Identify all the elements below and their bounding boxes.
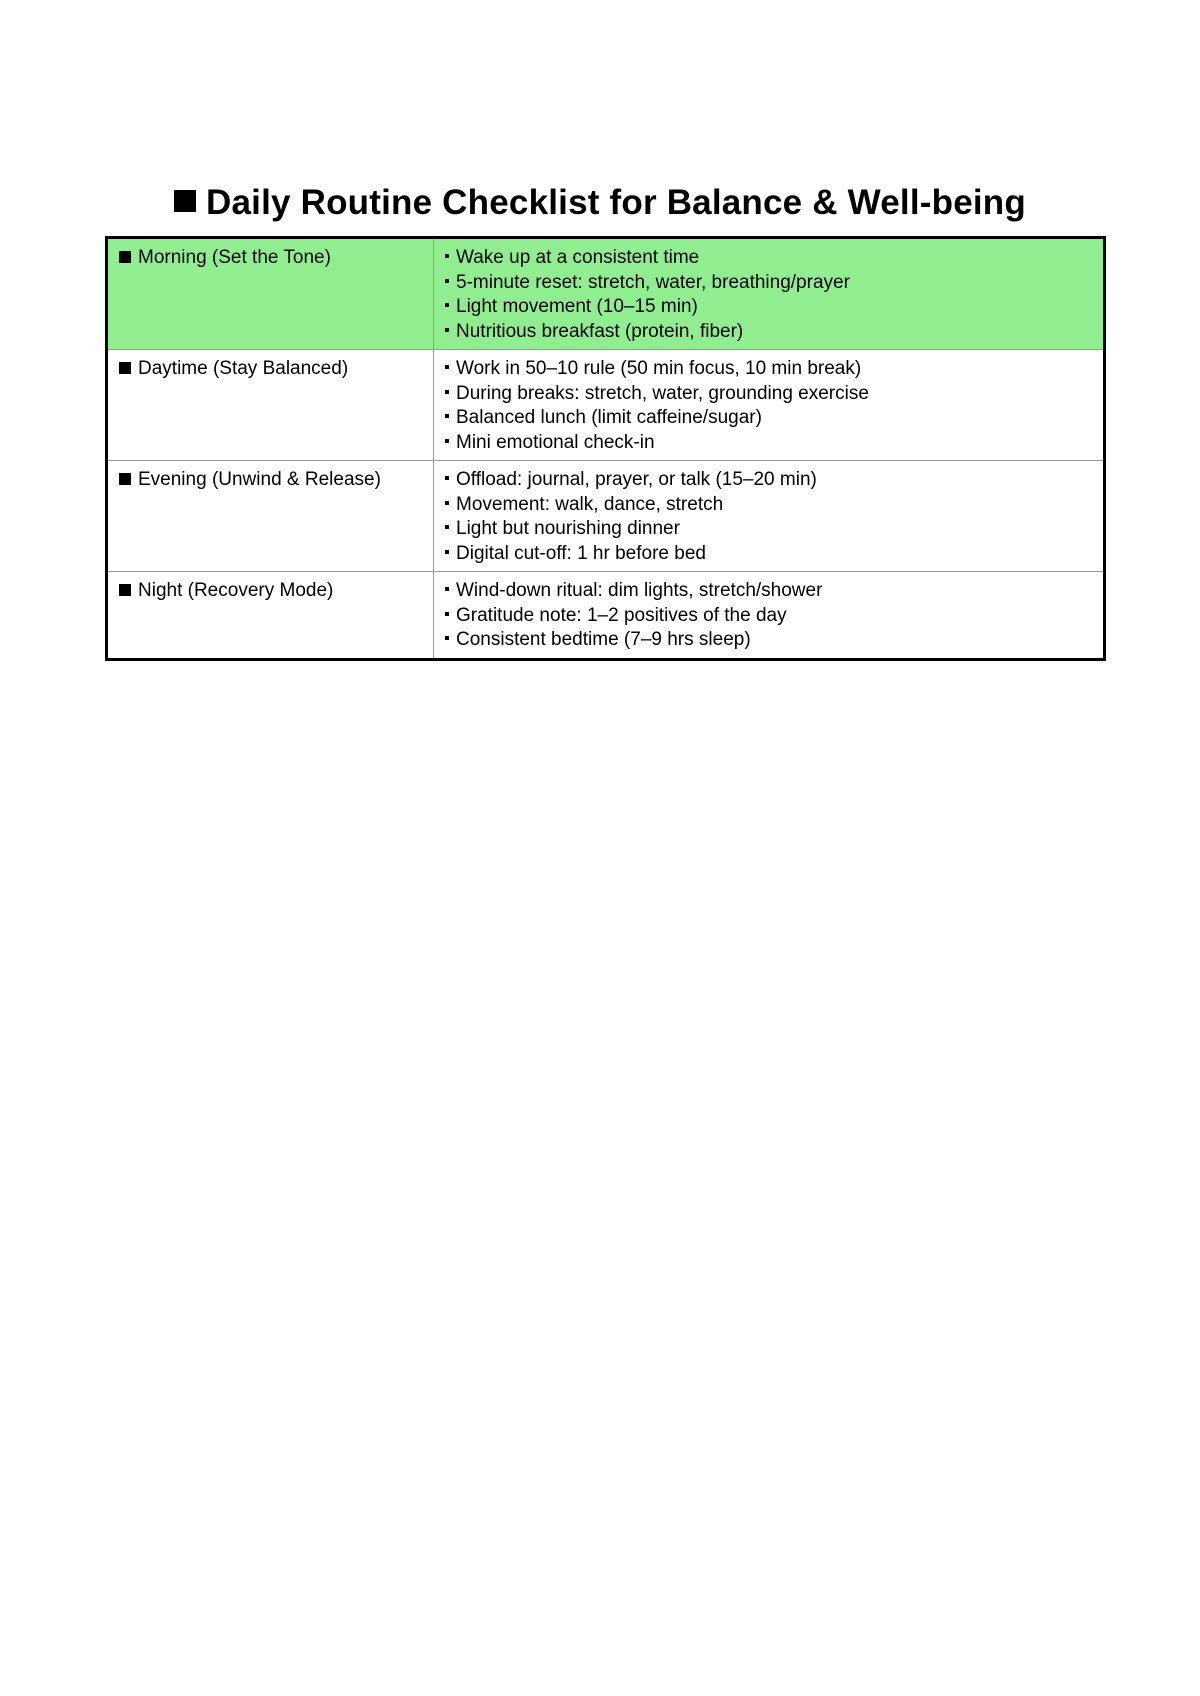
list-item-text: Movement: walk, dance, stretch [456,493,724,515]
list-item [445,295,1093,320]
list-item-text: Offload: journal, prayer, or talk (15–20 min) [456,469,817,490]
list-item-text: Mini emotional check-in [456,431,655,453]
period-cell [107,238,434,350]
list-item-text: Wind-down ritual: dim lights, stretch/shower [456,580,823,601]
items-cell [434,238,1105,350]
black-square-icon [174,190,196,212]
page-title [0,181,1200,225]
list-item [445,382,1093,407]
list-item [445,320,1093,345]
list-item-text: Nutritious breakfast (protein, fiber) [456,320,744,342]
list-item-text: Gratitude note: 1–2 positives of the day [456,604,787,626]
bullet-icon [445,439,449,443]
list-item-text: Light but nourishing dinner [456,518,680,539]
page-title-text: Daily Routine Checklist for Balance & Well-being [206,183,1026,223]
list-item [445,357,1093,382]
list-item [445,406,1093,431]
list-item [445,468,1093,493]
bullet-icon [445,550,449,554]
bullet-icon [445,612,449,616]
items-cell [434,350,1105,461]
black-square-icon [119,362,131,374]
bullet-icon [445,303,449,307]
period-label: Morning (Set the Tone) [138,247,331,268]
list-item [445,542,1093,567]
table-row-morning [107,238,1105,350]
list-item [445,517,1093,542]
bullet-icon [445,587,449,591]
routine-table [105,236,1106,661]
list-item-text: Work in 50–10 rule (50 min focus, 10 min break) [456,358,862,379]
period-label: Night (Recovery Mode) [138,580,334,601]
bullet-icon [445,501,449,505]
black-square-icon [119,584,131,596]
bullet-icon [445,414,449,418]
period-cell [107,350,434,461]
bullet-icon [445,254,449,258]
list-item [445,271,1093,296]
list-item-text: Consistent bedtime (7–9 hrs sleep) [456,629,751,650]
bullet-icon [445,365,449,369]
list-item-text: Balanced lunch (limit caffeine/sugar) [456,407,762,428]
list-item-text: Wake up at a consistent time [456,247,700,268]
items-cell [434,461,1105,572]
bullet-icon [445,636,449,640]
period-label: Evening (Unwind & Release) [138,469,381,490]
list-item [445,628,1093,653]
table-row-night [107,572,1105,660]
bullet-icon [445,279,449,283]
list-item [445,246,1093,271]
table-row-evening [107,461,1105,572]
period-cell [107,461,434,572]
bullet-icon [445,476,449,480]
bullet-icon [445,525,449,529]
list-item [445,493,1093,518]
list-item-text: During breaks: stretch, water, grounding exercise [456,382,869,404]
list-item [445,431,1093,456]
black-square-icon [119,251,131,263]
items-cell [434,572,1105,660]
list-item-text: Light movement (10–15 min) [456,296,698,317]
bullet-icon [445,328,449,332]
table-row-daytime [107,350,1105,461]
period-cell [107,572,434,660]
black-square-icon [119,473,131,485]
list-item [445,604,1093,629]
period-label: Daytime (Stay Balanced) [138,358,349,379]
bullet-icon [445,390,449,394]
list-item [445,579,1093,604]
list-item-text: Digital cut-off: 1 hr before bed [456,542,706,564]
list-item-text: 5-minute reset: stretch, water, breathing/prayer [456,271,850,293]
